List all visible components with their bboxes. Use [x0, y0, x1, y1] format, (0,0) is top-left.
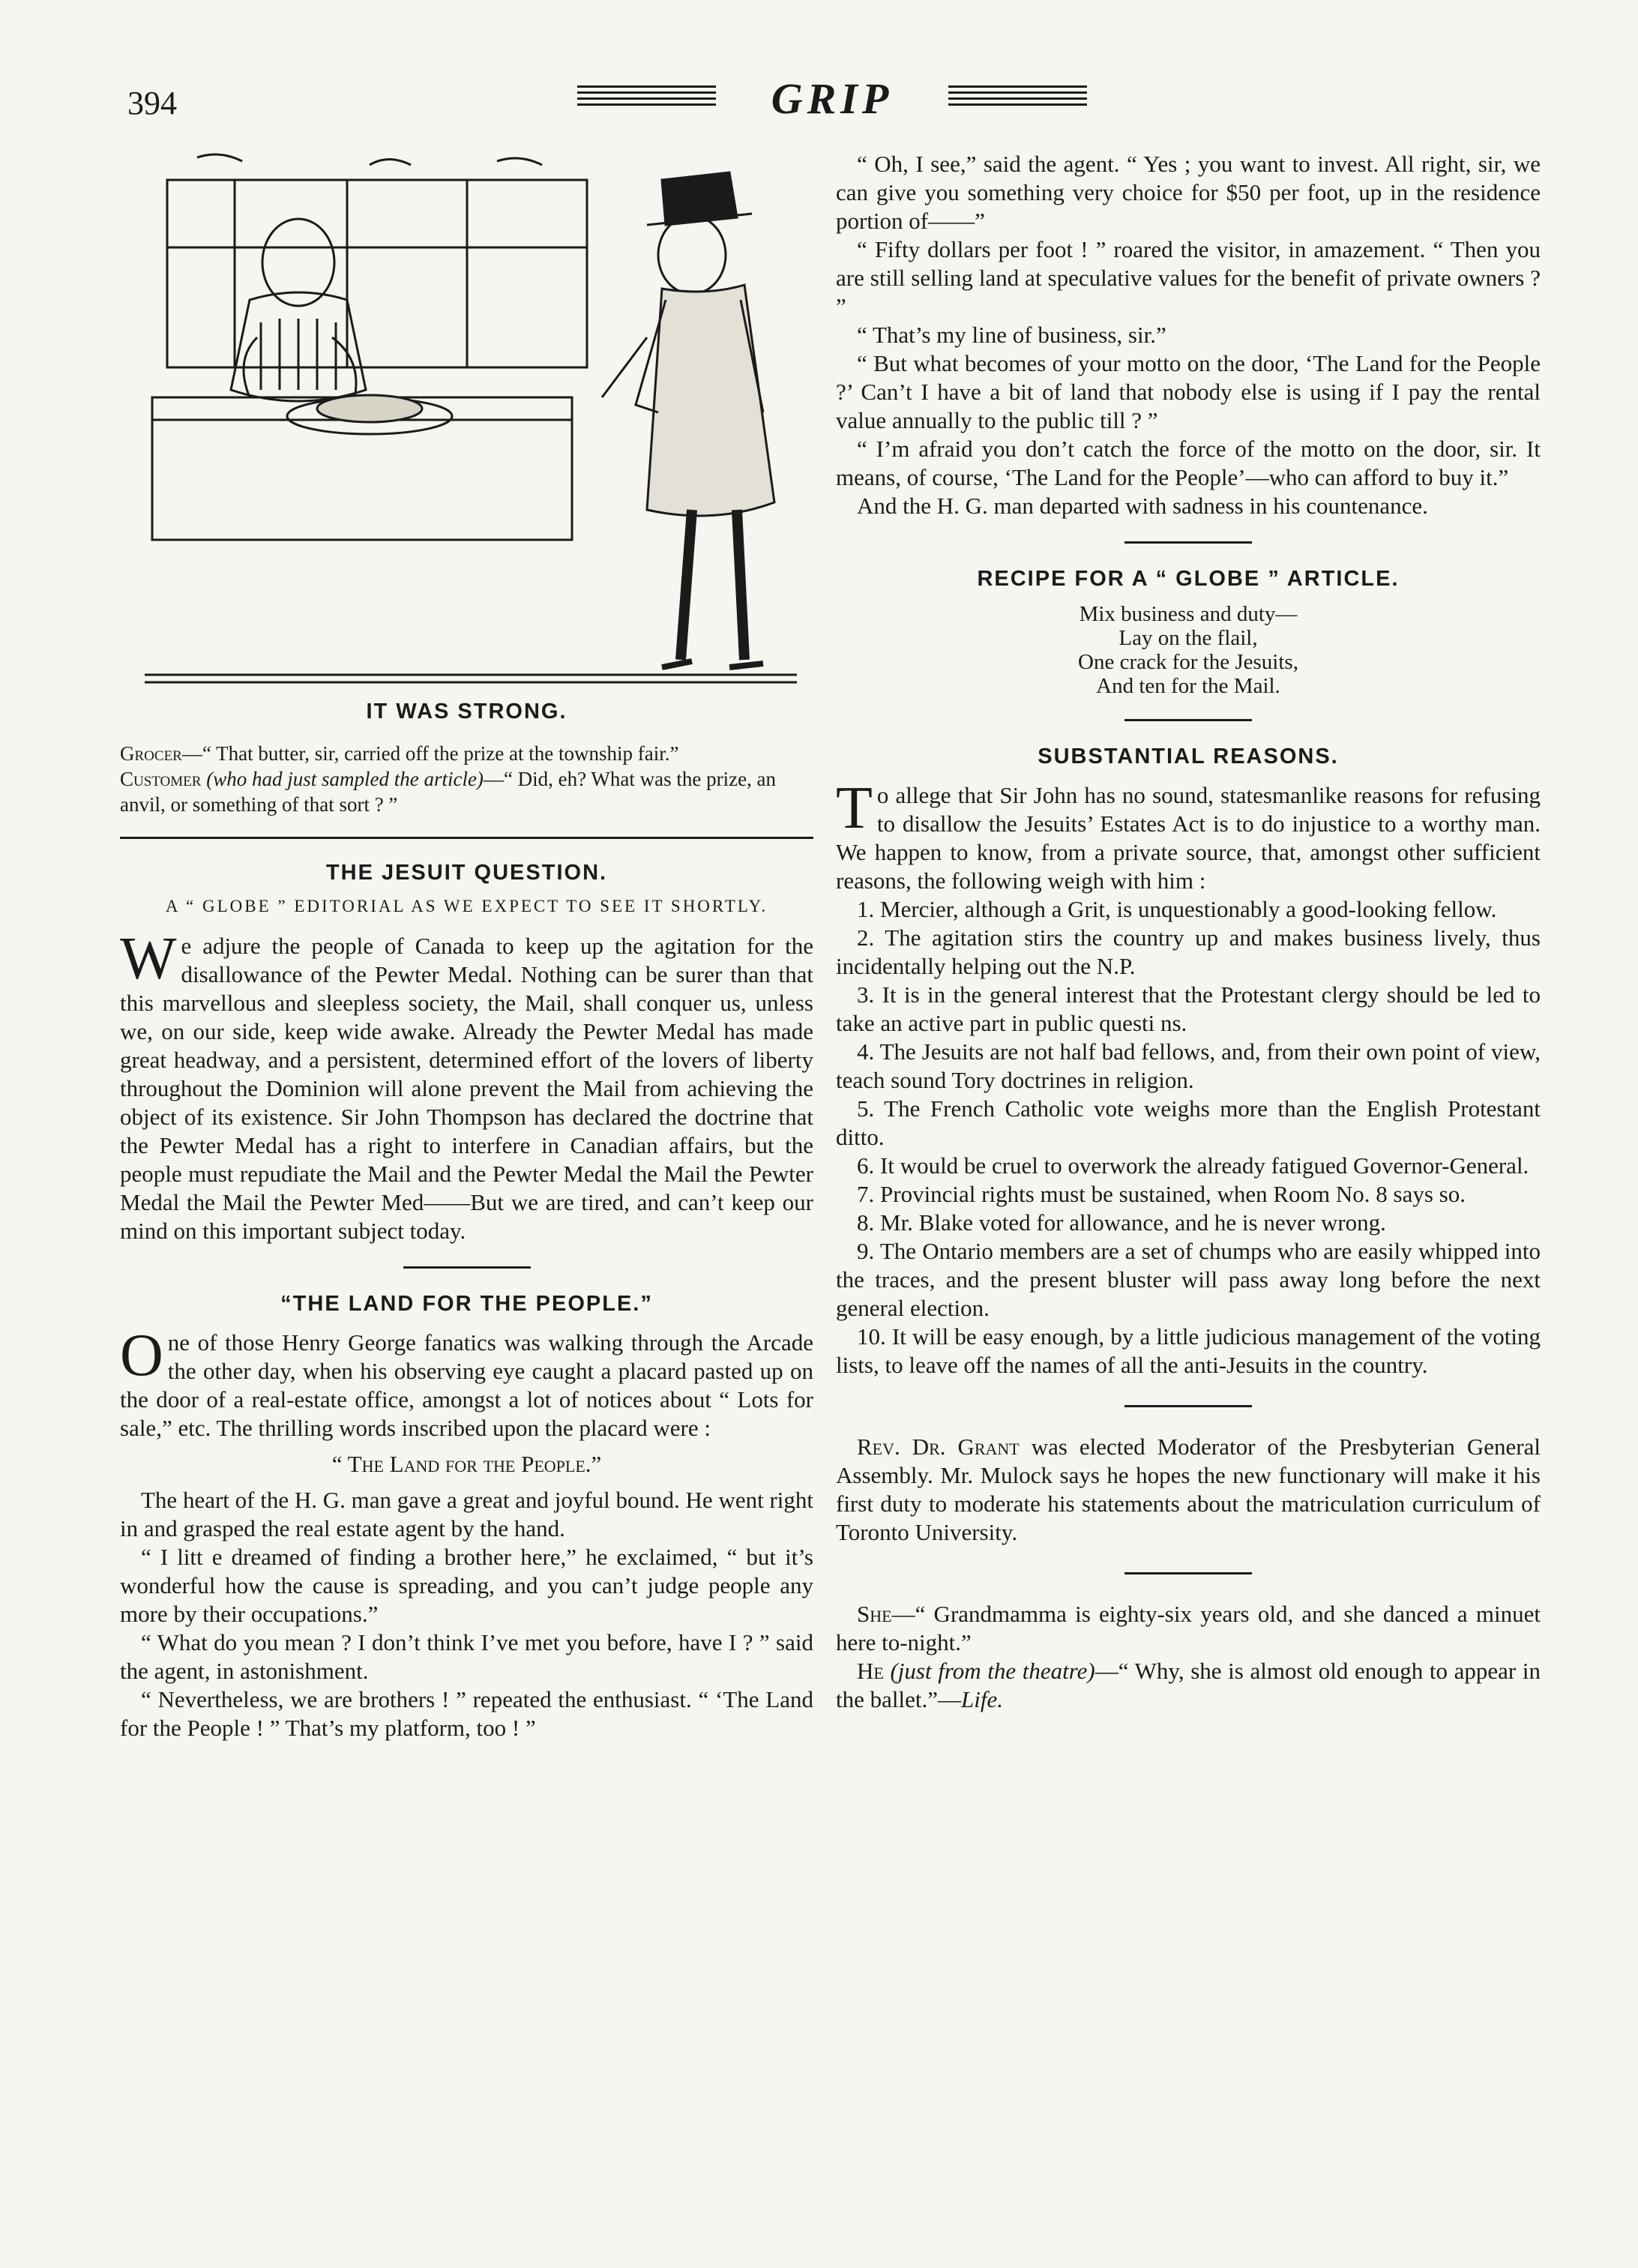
recipe-line: One crack for the Jesuits, [1078, 650, 1298, 674]
grant-text: was elected Moderator of the Presbyterian General Assembly. Mr. Mulock says he hopes the new functionary will make it his first duty to moderate his statements about the matriculation curriculum of Toronto University. [836, 1434, 1541, 1545]
caption-speaker-customer: Customer [120, 768, 202, 790]
reasons-intro: To allege that Sir John has no sound, statesmanlike reasons for refusing to disallow the Jesuits’ Estates Act is to do injustice to a worthy man. We happen to know, from a private source, that, amongst other sufficient reasons, the following weigh with him : [836, 775, 1541, 894]
land-placard: “ The Land for the People.” [331, 1451, 602, 1477]
caption-text-grocer: —“ That butter, sir, carried off the prize at the township fair.” [181, 742, 679, 765]
land-para-5: “ Nevertheless, we are brothers ! ” repeated the enthusiast. “ ‘The Land for the People ! ” That’s my platform, too ! ” [120, 1686, 813, 1741]
reasons-list [836, 895, 1541, 1380]
grocer-customer-illustration [122, 150, 812, 690]
left-column [120, 150, 813, 1742]
land-para-11: And the H. G. man departed with sadness in his countenance. [857, 493, 1428, 519]
jesuit-body: We adjure the people of Canada to keep up the agitation for the disallowance of the Pewter Medal. Nothing can be surer than that this marvellous and sleepless society, the Mail, shall conquer us, unless we, on our side, keep wide awake. Already the Pewter Medal has made great headway, and a persistent, determined effort of the lovers of liberty throughout the Dominion will alone prevent the Mail from achieving the object of its existence. Sir John Thompson has declared the doctrine that the Pewter Medal has a right to interfere in Canadian affairs, but the people must repudiate the Mail and the Pewter Medal the Mail the Pewter Medal the Mail the Pewter Med——But we are tired, and can’t keep our mind on this important subject today. [120, 926, 813, 1244]
caption-text-customer: —“ Did, eh? What was the prize, an anvil, or something of that sort ? ” [120, 768, 777, 816]
section-divider [1124, 1405, 1252, 1407]
jesuit-subtitle: A “ GLOBE ” EDITORIAL AS WE EXPECT TO SEE IT SHORTLY. [165, 897, 768, 915]
land-para-1: One of those Henry George fanatics was walking through the Arcade the other day, when his observing eye caught a placard pasted up on the door of a real-estate office, amongst a lot of notices about “ Lots for sale,” etc. The thrilling words inscribed upon the placard were : [120, 1323, 813, 1441]
recipe-line: And ten for the Mail. [1096, 674, 1280, 698]
masthead-title: GRIP [771, 74, 894, 123]
right-column [836, 150, 1541, 1714]
joke-he-aside: (just from the theatre) [883, 1658, 1095, 1684]
land-para-8: “ That’s my line of business, sir.” [857, 322, 1166, 348]
joke-he-text: —“ Why, she is almost old enough to appear in the ballet.”— [836, 1658, 1541, 1712]
list-item: 6. It would be cruel to overwork the already fatigued Governor-General. [857, 1152, 1529, 1179]
recipe-line: Lay on the flail, [1118, 626, 1258, 650]
joke-he [836, 1657, 1541, 1714]
land-para-6: “ Oh, I see,” said the agent. “ Yes ; you want to invest. All right, sir, we can give you something very choice for $50 per foot, up in the residence portion of——” [836, 151, 1541, 234]
list-item: 9. The Ontario members are a set of chumps who are easily whipped into the traces, and the present bluster will pass away long before the next general election. [836, 1238, 1541, 1321]
cartoon-caption-customer [120, 766, 813, 817]
land-para-9: “ But what becomes of your motto on the door, ‘The Land for the People ?’ Can’t I have a bit of land that nobody else is using if I pay the rental value annually to the public till ? ” [836, 350, 1541, 433]
land-para-3: “ I litt e dreamed of finding a brother here,” he exclaimed, “ but it’s wonderful how the cause is spreading, and you can’t judge people any more by their occupations.” [120, 1544, 813, 1627]
grant-speaker: Rev. Dr. Grant [857, 1434, 1020, 1460]
jesuit-title: THE JESUIT QUESTION. [325, 861, 608, 885]
masthead-rule-right [948, 85, 1087, 108]
page-number: 394 [127, 85, 177, 121]
section-divider [120, 837, 813, 839]
grant-paragraph [836, 1433, 1541, 1547]
section-divider [1124, 719, 1252, 721]
reasons-title: SUBSTANTIAL REASONS. [1038, 745, 1339, 768]
joke-she [836, 1600, 1541, 1657]
recipe-title: RECIPE FOR A “ GLOBE ” ARTICLE. [977, 567, 1400, 591]
joke-she-text: —“ Grandmamma is eighty-six years old, and she danced a minuet here to-night.” [836, 1601, 1541, 1655]
caption-aside-customer: (who had just sampled the article) [201, 768, 484, 790]
section-divider [403, 1266, 531, 1269]
list-item: 8. Mr. Blake voted for allowance, and he is never wrong. [857, 1209, 1386, 1236]
list-item: 2. The agitation stirs the country up and makes business lively, thus incidentally helping out the N.P. [836, 924, 1541, 979]
section-divider [1124, 1572, 1252, 1574]
list-item: 10. It will be easy enough, by a little judicious management of the voting lists, to leave off the names of all the anti-Jesuits in the country. [836, 1323, 1541, 1378]
cartoon-title: IT WAS STRONG. [366, 700, 567, 724]
list-item: 7. Provincial rights must be sustained, when Room No. 8 says so. [857, 1181, 1466, 1207]
masthead [570, 73, 1094, 126]
land-para-2: The heart of the H. G. man gave a great and joyful bound. He went right in and grasped the real estate agent by the hand. [120, 1487, 813, 1541]
cartoon-caption-grocer [120, 741, 813, 766]
recipe-line: Mix business and duty— [1079, 602, 1298, 626]
recipe-verse [836, 602, 1541, 698]
caption-speaker-grocer: Grocer [120, 742, 182, 765]
land-title: “THE LAND FOR THE PEOPLE.” [280, 1292, 653, 1316]
joke-he-speaker: He [857, 1658, 884, 1684]
section-divider [1124, 541, 1252, 544]
list-item: 1. Mercier, although a Grit, is unquestionably a good-looking fellow. [857, 896, 1497, 922]
joke-she-speaker: She [857, 1601, 892, 1627]
land-para-7: “ Fifty dollars per foot ! ” roared the visitor, in amazement. “ Then you are still selling land at speculative values for the benefit of private owners ? ” [836, 236, 1541, 319]
list-item: 5. The French Catholic vote weighs more than the English Protestant ditto. [836, 1095, 1541, 1150]
land-para-10: “ I’m afraid you don’t catch the force of the motto on the door, sir. It means, of course, ‘The Land for the People’—who can afford to buy it.” [836, 436, 1541, 490]
land-para-4: “ What do you mean ? I don’t think I’ve met you before, have I ? ” said the agent, in astonishment. [120, 1629, 813, 1684]
list-item: 4. The Jesuits are not half bad fellows, and, from their own point of view, teach sound Tory doctrines in religion. [836, 1038, 1541, 1093]
list-item: 3. It is in the general interest that the Protestant clergy should be led to take an active part in public questi ns. [836, 981, 1541, 1036]
joke-source: Life. [961, 1686, 1003, 1712]
